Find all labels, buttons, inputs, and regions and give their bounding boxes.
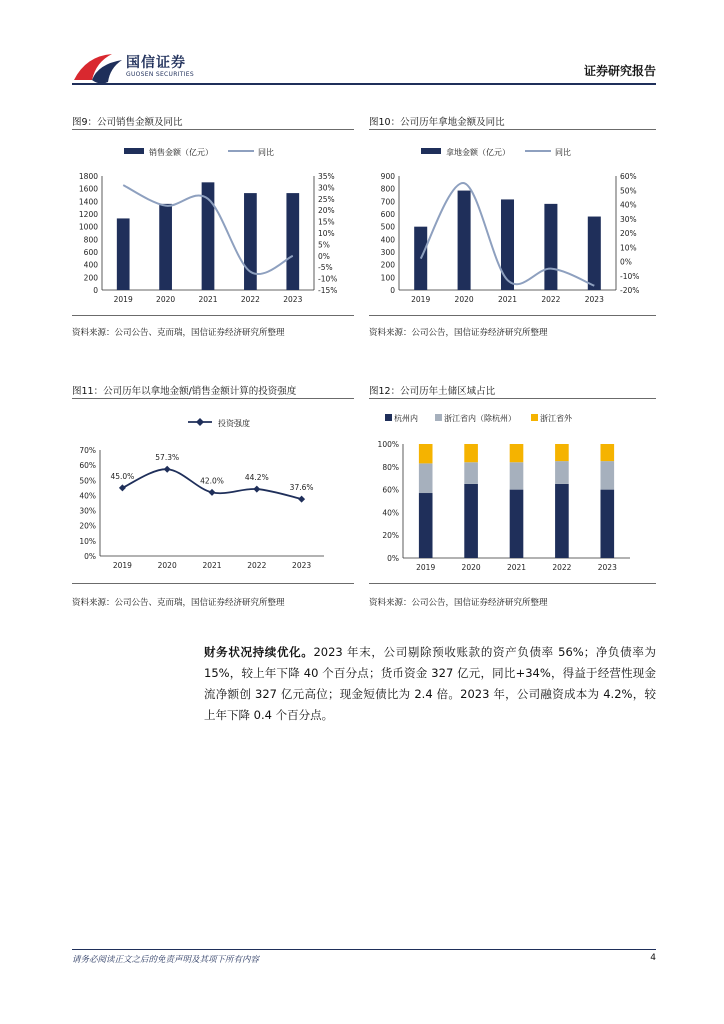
- fig10-bar: [501, 199, 514, 290]
- fig10-y-right-tick: 10%: [620, 243, 637, 253]
- fig12-y-tick: 40%: [382, 508, 399, 518]
- figure-10-source: 资料来源：公司公告，国信证券经济研究所整理: [369, 328, 548, 338]
- fig9-y-right-tick: -5%: [318, 263, 333, 273]
- fig10-y-right-tick: -20%: [620, 286, 640, 295]
- fig9-y-right-tick: 15%: [318, 217, 335, 227]
- fig10-x-tick: 2021: [497, 295, 518, 304]
- fig9-y-right-tick: 30%: [318, 183, 335, 193]
- fig10-y-right-tick: 30%: [620, 214, 637, 224]
- fig9-y-left-tick: 1000: [78, 222, 98, 232]
- footer-disclaimer: 请务必阅读正文之后的免责声明及其项下所有内容: [72, 955, 260, 965]
- fig9-legend-bar-swatch: [124, 148, 144, 154]
- fig10-legend-line-label: 同比: [555, 148, 571, 157]
- fig10-y-left-tick: 700: [380, 197, 395, 207]
- figure-11-bottom-rule: [72, 583, 354, 584]
- fig9-y-right-tick: 25%: [318, 194, 335, 204]
- fig11-point-marker: [209, 489, 216, 496]
- fig10-y-left-tick: 0: [390, 286, 395, 295]
- fig9-x-tick: 2022: [240, 295, 260, 304]
- header-divider: [72, 83, 656, 85]
- logo-text-en: GUOSEN SECURITIES: [126, 71, 195, 78]
- fig10-y-right-tick: -10%: [620, 271, 640, 281]
- fig12-bar-segment: [600, 444, 614, 461]
- fig11-y-tick: 30%: [79, 506, 96, 516]
- fig12-bar-segment: [419, 444, 433, 463]
- fig10-y-left-tick: 300: [380, 248, 395, 257]
- fig10-y-right-tick: 50%: [620, 186, 637, 196]
- logo-text-cn: 国信证券: [126, 55, 186, 71]
- fig12-bar-segment: [419, 493, 433, 558]
- fig9-x-tick: 2021: [198, 295, 218, 304]
- fig12-bar-segment: [464, 444, 478, 462]
- fig12-bar-segment: [555, 461, 569, 484]
- figure-12-bottom-rule: [369, 583, 656, 584]
- fig10-y-left-tick: 100: [380, 273, 395, 283]
- fig11-point-marker: [253, 486, 260, 493]
- fig11-legend-label: 投资强度: [218, 419, 250, 428]
- fig11-data-label: 57.3%: [155, 453, 180, 463]
- fig9-y-right-tick: 10%: [318, 229, 335, 238]
- fig10-bar: [544, 204, 557, 290]
- fig11-y-tick: 70%: [79, 446, 96, 455]
- fig9-x-tick: 2020: [156, 295, 176, 304]
- fig10-y-left-tick: 500: [380, 222, 395, 232]
- fig9-y-left-tick: 400: [83, 260, 98, 270]
- fig12-y-tick: 80%: [382, 462, 399, 472]
- fig9-legend-line-label: 同比: [258, 148, 274, 157]
- fig10-y-left-tick: 400: [380, 235, 395, 245]
- figure-12-title-rule: [369, 398, 656, 399]
- fig11-x-tick: 2021: [202, 561, 222, 570]
- fig12-legend-label: 杭州内: [394, 414, 418, 423]
- fig9-y-right-tick: -10%: [318, 274, 338, 284]
- fig9-y-right-tick: -15%: [318, 286, 338, 295]
- fig9-bar: [286, 193, 299, 290]
- fig11-x-tick: 2023: [292, 561, 312, 570]
- fig11-legend-marker: [196, 418, 204, 426]
- figure-11-title-rule: [72, 398, 354, 399]
- fig12-x-tick: 2021: [506, 563, 527, 572]
- figure-12-chart: [369, 408, 656, 578]
- figure-12-source: 资料来源：公司公告，国信证券经济研究所整理: [369, 598, 548, 608]
- fig10-y-left-tick: 200: [380, 260, 395, 270]
- fig10-y-right-tick: 40%: [620, 200, 637, 210]
- fig12-bar-segment: [510, 462, 524, 489]
- report-type-label: 证券研究报告: [583, 64, 656, 78]
- fig9-x-tick: 2019: [113, 295, 133, 304]
- figure-11-source: 资料来源：公司公告、克而瑞，国信证券经济研究所整理: [72, 598, 285, 608]
- fig12-x-tick: 2020: [461, 563, 481, 572]
- fig12-y-tick: 60%: [382, 485, 399, 495]
- fig9-y-left-tick: 800: [83, 235, 98, 245]
- fig9-legend-bar-label: 销售金额（亿元）: [149, 148, 213, 157]
- fig11-y-tick: 0%: [84, 552, 96, 561]
- fig10-legend-bar-swatch: [421, 148, 441, 154]
- logo-mark-icon: [72, 50, 126, 86]
- fig9-y-left-tick: 600: [83, 248, 98, 257]
- fig12-bar-segment: [600, 461, 614, 490]
- fig10-y-left-tick: 800: [380, 184, 395, 194]
- body-paragraph: [204, 642, 656, 726]
- fig9-y-left-tick: 1200: [78, 210, 98, 219]
- figure-9-title: 图9：公司销售金额及同比: [72, 117, 183, 128]
- fig12-bar-segment: [419, 463, 433, 493]
- fig9-y-right-tick: 0%: [318, 251, 330, 261]
- fig11-y-tick: 40%: [79, 491, 96, 501]
- fig12-legend-swatch: [385, 414, 392, 421]
- fig9-y-right-tick: 20%: [318, 206, 335, 216]
- fig10-bar: [588, 217, 601, 290]
- fig12-legend-swatch: [531, 414, 538, 421]
- fig10-x-tick: 2023: [584, 295, 604, 304]
- figure-10-chart: [369, 140, 656, 310]
- fig11-x-tick: 2020: [157, 561, 177, 570]
- fig12-y-tick: 0%: [387, 554, 399, 563]
- fig11-point-marker: [119, 484, 126, 491]
- fig12-bar-segment: [510, 444, 524, 462]
- fig12-x-tick: 2019: [416, 563, 436, 572]
- fig11-data-label: 37.6%: [289, 483, 314, 493]
- figure-9-source: 资料来源：公司公告、克而瑞，国信证券经济研究所整理: [72, 328, 285, 338]
- figure-10-title-rule: [369, 129, 656, 130]
- body-lead: 财务状况持续优化。: [204, 645, 314, 659]
- fig9-y-right-tick: 5%: [318, 240, 330, 250]
- fig9-bar: [117, 218, 130, 290]
- fig9-y-left-tick: 1600: [78, 184, 98, 194]
- fig12-bar-segment: [555, 484, 569, 558]
- figure-10-title: 图10：公司历年拿地金额及同比: [369, 117, 505, 128]
- fig12-legend-label: 浙江省内（除杭州）: [444, 414, 516, 423]
- figure-10-bottom-rule: [369, 315, 656, 316]
- fig11-point-marker: [164, 466, 171, 473]
- figure-11-chart: [72, 408, 354, 578]
- fig11-y-tick: 60%: [79, 461, 96, 471]
- fig10-y-right-tick: 60%: [620, 172, 637, 181]
- figure-9-chart: [72, 140, 354, 310]
- fig11-data-label: 45.0%: [110, 471, 135, 481]
- fig12-bar-segment: [464, 462, 478, 484]
- fig9-y-left-tick: 0: [93, 286, 98, 295]
- fig11-x-tick: 2019: [112, 561, 132, 570]
- fig10-y-left-tick: 900: [380, 172, 395, 181]
- figure-9-bottom-rule: [72, 315, 354, 316]
- fig11-x-tick: 2022: [247, 561, 267, 570]
- fig9-bar: [159, 204, 172, 290]
- fig12-bar-segment: [555, 444, 569, 461]
- fig9-y-left-tick: 1800: [78, 172, 98, 181]
- figure-9-title-rule: [72, 129, 354, 130]
- fig12-x-tick: 2022: [552, 563, 572, 572]
- footer-divider: [72, 949, 656, 950]
- fig12-y-tick: 100%: [377, 440, 399, 449]
- fig12-bar-segment: [464, 484, 478, 558]
- fig10-bar: [458, 191, 471, 290]
- fig9-x-tick: 2023: [283, 295, 303, 304]
- fig12-legend-swatch: [435, 414, 442, 421]
- fig9-y-left-tick: 200: [83, 273, 98, 283]
- fig9-bar: [244, 193, 257, 290]
- fig10-x-tick: 2020: [454, 295, 474, 304]
- fig10-y-right-tick: 20%: [620, 229, 637, 238]
- fig12-bar-segment: [510, 490, 524, 558]
- fig11-y-tick: 10%: [79, 536, 96, 546]
- figure-11-title: 图11：公司历年以拿地金额/销售金额计算的投资强度: [72, 386, 297, 397]
- fig10-x-tick: 2019: [411, 295, 431, 304]
- fig10-legend-bar-label: 拿地金额（亿元）: [446, 148, 510, 157]
- fig9-y-right-tick: 35%: [318, 172, 335, 181]
- fig11-data-label: 44.2%: [244, 473, 269, 483]
- fig11-y-tick: 50%: [79, 476, 96, 486]
- fig12-x-tick: 2023: [597, 563, 617, 572]
- fig9-y-left-tick: 1400: [78, 197, 98, 207]
- fig10-x-tick: 2022: [541, 295, 561, 304]
- fig11-data-label: 42.0%: [200, 476, 224, 486]
- page-number: 4: [650, 953, 656, 963]
- fig10-y-right-tick: 0%: [620, 257, 632, 267]
- fig12-y-tick: 20%: [382, 531, 399, 541]
- body-text: 2023 年末，公司剔除预收账款的资产负债率 56%；净负债率为 15%，较上年下降 40 个百分点；货币资金 327 亿元，同比+34%，得益于经营性现金流净额创 327 亿元高位；现金短债比为 2.4 倍。2023 年，公司融资成本为 4.2%，较上年下降 0.4 个百分点。: [204, 645, 657, 722]
- figure-12-title: 图12：公司历年土储区域占比: [369, 386, 496, 397]
- fig11-point-marker: [298, 496, 305, 503]
- fig11-y-tick: 20%: [79, 521, 96, 531]
- fig10-y-left-tick: 600: [380, 210, 395, 219]
- fig12-bar-segment: [600, 490, 614, 558]
- fig12-legend-label: 浙江省外: [540, 414, 572, 423]
